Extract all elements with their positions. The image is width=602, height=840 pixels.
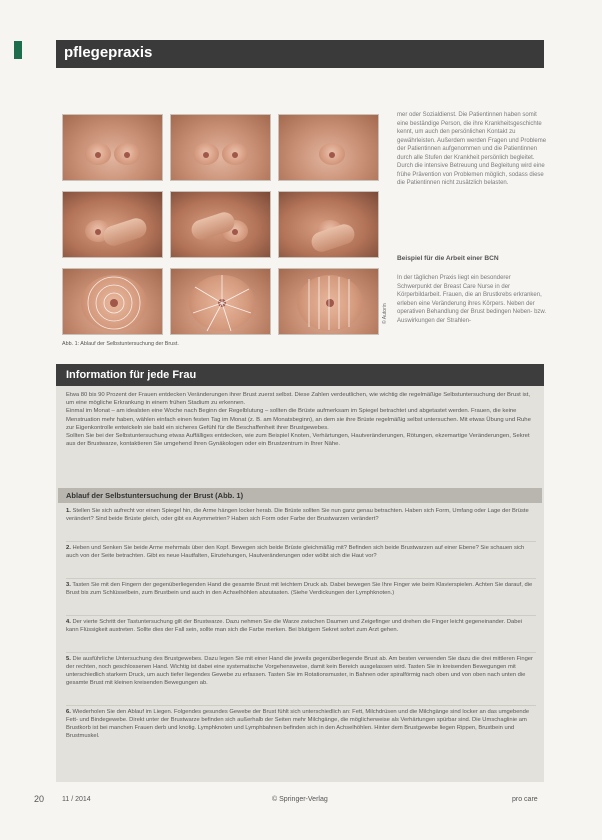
- radial-pattern-icon: [171, 269, 271, 335]
- step-1-number: 1.: [66, 508, 71, 514]
- photo-credit-text: © Autorin: [382, 303, 388, 324]
- photo-standing-mirror: [62, 114, 163, 181]
- step-2: [66, 545, 536, 561]
- step-4-number: 4.: [66, 619, 71, 625]
- right-column-text-2: [397, 268, 547, 331]
- photo-radial-pattern: [170, 268, 271, 335]
- issue-date: 11 / 2014: [62, 796, 91, 803]
- step-3-text: Tasten Sie mit den Fingern der gegenüberliegenden Hand die gesamte Brust mit leichtem Druck ab. Dabei bewegen Sie Ihre Finger wie beim Klavierspielen. Achten Sie darauf, die Brust bis zum Schlüsselbein, zum Brustbein und auch in den Achselhöhlen abzutasten. (Siehe Verdickungen der Lymphknoten.): [66, 582, 533, 596]
- section-marker: [14, 41, 22, 59]
- step-1: [66, 508, 536, 524]
- photo-palpation-armpit: [170, 191, 271, 258]
- step-2-number: 2.: [66, 545, 71, 551]
- step-6-text: Wiederholen Sie den Ablauf im Liegen. Folgendes gesundes Gewebe der Brust fühlt sich unterschiedlich an: Fett, Milchdrüsen und die Milchgänge sind locker an das umgebende Fett- und Bindegewebe. Direkt unter der Brustwarze befinden sich außerhalb der Seiten mehr Milchgänge, die möglicherweise als Verhärtungen spürbar sind. Die Umschaglinie am Brustkorb ist bei manchen Frauen derb und knotig. Lymphknoten und Lymphbahnen befinden sich in den Achselhöhlen. Hinter dem Brustgewebe liegen Rippen, Brustbein und Brustmuskel.: [66, 709, 530, 739]
- intro-paragraph-2: Einmal im Monat – am idealsten eine Woche nach Beginn der Regelblutung – sollten die Brüste aufmerksam im Spiegel betrachtet und abgetastet werden. Frauen, die keine Menstruation mehr haben, wählen einfach einen festen Tag im Monat (z. B. am Monatsbeginn), an dem sie ihre Brüste regelmäßig selbst untersuchen. Mit etwas Übung und Ruhe zur Eigenkontrolle entwickeln sie bald ein sicheres Gefühl für die Beschaffenheit ihrer Brustgewebes.: [66, 408, 531, 431]
- publisher: © Springer-Verlag: [272, 796, 328, 803]
- self-exam-photo-grid: [62, 114, 382, 336]
- step-divider: [66, 652, 536, 653]
- procedure-title: Ablauf der Selbstuntersuchung der Brust (Abb. 1): [66, 491, 244, 500]
- step-5: [66, 656, 536, 688]
- intro-paragraph-1: Etwa 80 bis 90 Prozent der Frauen entdecken Veränderungen ihrer Brust zuerst selbst. Diese Zahlen verdeutlichen, wie wichtig die regelmäßige Selbstuntersuchung der Brust ist, um eine mögliche Erkrankung in einem frühen Stadium zu erkennen.: [66, 392, 530, 407]
- step-4-text: Der vierte Schritt der Tastuntersuchung gilt der Brustwarze. Dazu nehmen Sie die Warze zwischen Daumen und Zeigefinger und drehen die Finger leicht gegeneinander. Dabei kann Flüssigkeit austreten. Sollte dies der Fall sein, sollte man sich die Farbe merken. Bei blutigem Sekret sofort zum Arzt gehen.: [66, 619, 522, 633]
- photo-side-view: [278, 114, 379, 181]
- step-5-text: Die ausführliche Untersuchung des Brustgewebes. Dazu legen Sie mit einer Hand die jeweils gegenüberliegende Brust ab. Am besten verwenden Sie dazu die drei mittleren Finger der rechten, noch geschlossenen Hand. Wichtig ist dabei eine systematische Vorgehensweise, damit kein Bereich ausgelassen wird. Tasten Sie in kreisenden Bewegungen mit unterschiedlich starkem Druck, um auch tiefer liegendes Gewebe zu erfassen. Tasten Sie im Rotationsmuster, in Bahnen oder spiralförmig nach oben und von oben nach unten die gesamte Brust mit kleinen kreisenden Bewegungen ab.: [66, 656, 533, 686]
- photo-credit: [382, 272, 388, 332]
- bcn-example-heading: Beispiel für die Arbeit einer BCN: [397, 255, 499, 262]
- info-box-intro: [66, 391, 536, 448]
- circle-pattern-icon: [63, 269, 163, 335]
- step-divider: [66, 705, 536, 706]
- journal-name: pro care: [512, 796, 538, 803]
- page-number: 20: [34, 794, 45, 804]
- step-3: [66, 582, 536, 598]
- step-6-number: 6.: [66, 709, 71, 715]
- right-column-paragraph-2: In der täglichen Praxis liegt ein besonderer Schwerpunkt der Breast Care Nurse in der Körperbildarbeit. Frauen, die an Brustkrebs erkranken, erleben eine Veränderung ihres Körpers. Neben der operativen Behandlung der Brust bedingen Neben- bzw. Auswirkungen der Strahlen-: [397, 275, 547, 324]
- step-divider: [66, 615, 536, 616]
- step-divider: [66, 578, 536, 579]
- photo-palpation-standing: [62, 191, 163, 258]
- photo-arms-raised: [170, 114, 271, 181]
- step-6: [66, 709, 536, 741]
- step-2-text: Heben und Senken Sie beide Arme mehrmals über den Kopf. Bewegen sich beide Brüste gleichmäßig mit? Befinden sich beide Brustwarzen auf einer Ebene? Sie schauen sich auch von der Seite betrachten. Gibt es neue Hautfalten, Einziehungen, Hautveränderungen oder wölbt sich die Haut vor?: [66, 545, 525, 559]
- photo-vertical-pattern: [278, 268, 379, 335]
- step-1-text: Stellen Sie sich aufrecht vor einen Spiegel hin, die Arme hängen locker herab. Die Brüste sollten Sie nun ganz genau betrachten. Haben sich Form, Umfang oder Lage der Brüste verändert? Sind beide Brüste gleich, oder gibt es Asymmetrien? Haben sich Form oder Farbe der Brustwarzen verändert?: [66, 508, 529, 522]
- intro-paragraph-3: Sollten Sie bei der Selbstuntersuchung etwas Auffälliges entdecken, wie zum Beispiel Knoten, Verhärtungen, Hautveränderungen, Rötungen, ekzemartige Veränderungen, Sekret aus der Brustwarze, kontaktieren Sie umgehend Ihren Gynäkologen oder ein Brustzentrum in Ihrer Nähe.: [66, 433, 530, 448]
- step-divider: [66, 541, 536, 542]
- step-3-number: 3.: [66, 582, 71, 588]
- right-column-text: [397, 111, 547, 188]
- right-column-paragraph-1: mer oder Sozialdienst. Die Patientinnen haben somit eine beständige Person, die ihre Krankheitsgeschichte kennt, um auch den persönlichen Kontakt zu gewährleisten. Außerdem werden Fragen und Probleme der Patientinnen aufgenommen und die Patientinnen durch alle Stufen der Krankheit persönlich begleitet. Durch die intensive Betreuung und Begleitung wird eine frühe Prävention von Problemen möglich, sodass diese die Patientinnen nicht zusätzlich belasten.: [397, 112, 547, 186]
- figure-caption: Abb. 1: Ablauf der Selbstuntersuchung der Brust.: [62, 341, 179, 347]
- photo-circular-pattern: [62, 268, 163, 335]
- step-4: [66, 619, 536, 635]
- step-5-number: 5.: [66, 656, 71, 662]
- info-box-title: Information für jede Frau: [66, 369, 197, 381]
- section-title: pflegepraxis: [64, 44, 153, 61]
- photo-nipple-check: [278, 191, 379, 258]
- vertical-pattern-icon: [279, 269, 379, 335]
